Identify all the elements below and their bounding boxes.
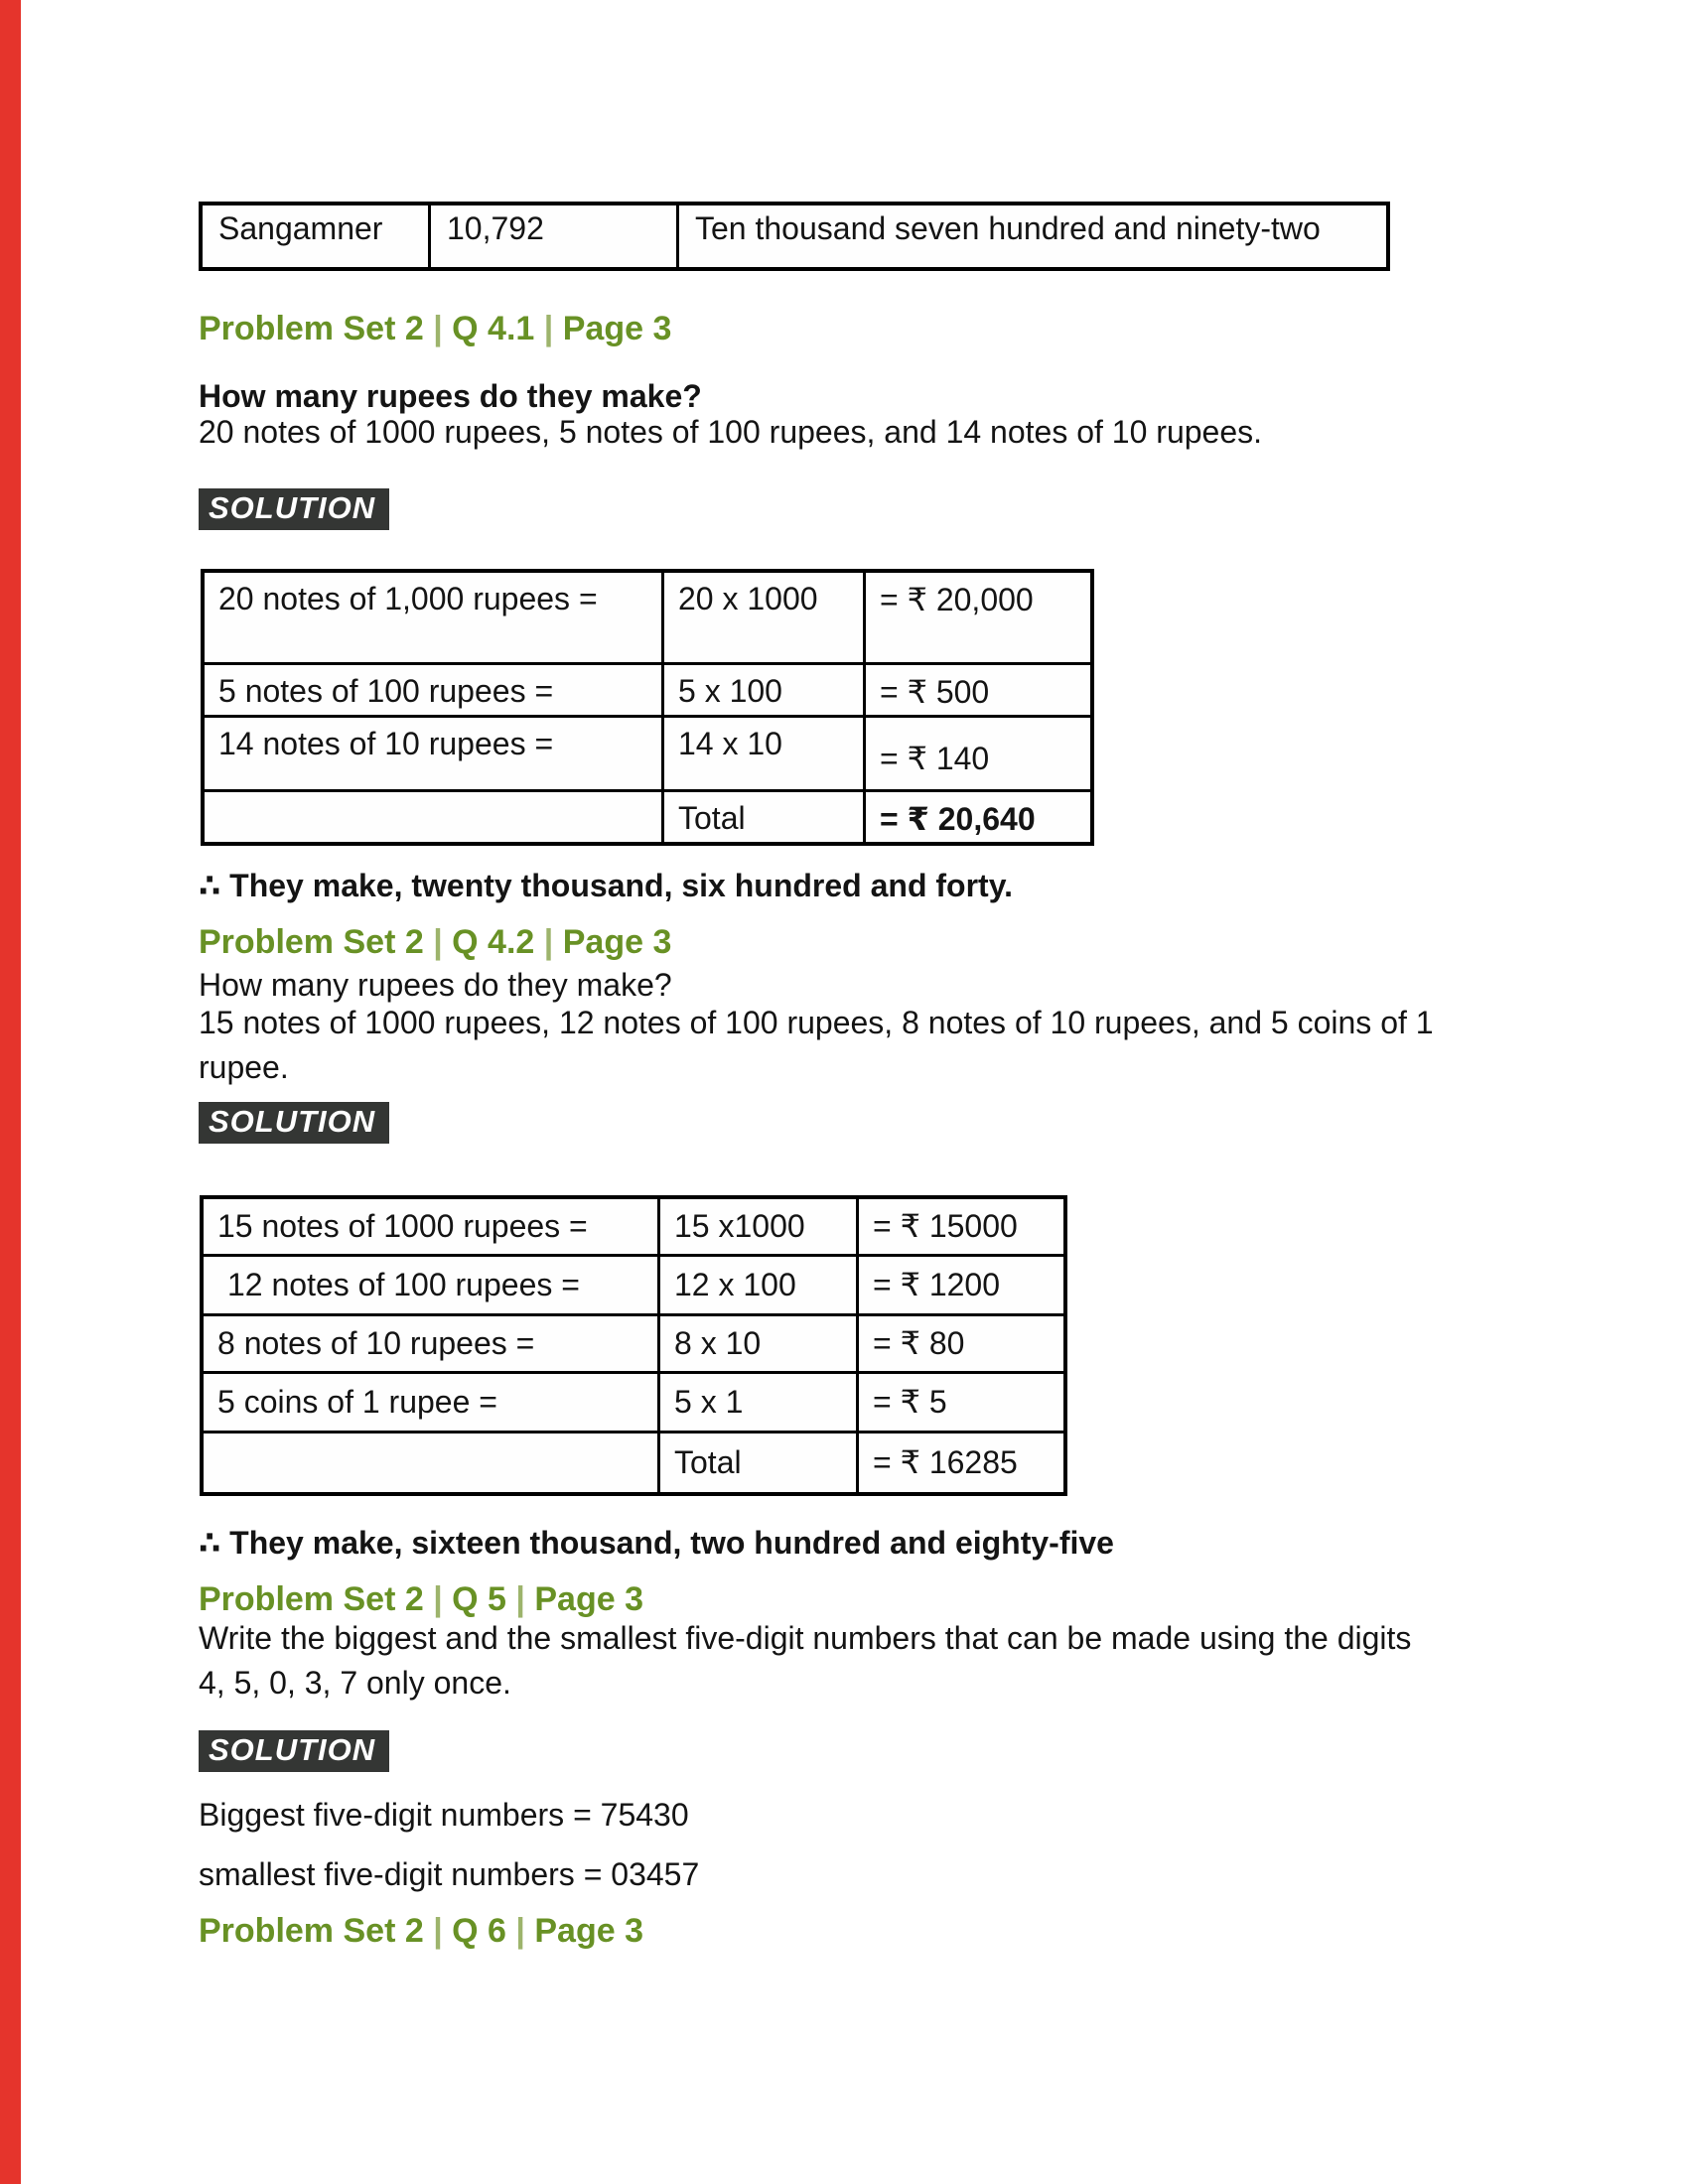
question-q5-detail <box>199 1616 1411 1706</box>
solution-badge-q5: SOLUTION <box>199 1730 389 1772</box>
table-row <box>203 716 1092 790</box>
table-cell: 15 x1000 <box>659 1197 858 1255</box>
question-q41-title: How many rupees do they make? <box>199 378 702 414</box>
table-cell: Total <box>659 1432 858 1494</box>
question-q41-detail: 20 notes of 1000 rupees, 5 notes of 100 rupees, and 14 notes of 10 rupees. <box>199 414 1263 450</box>
conclusion-q41: ∴ They make, twenty thousand, six hundred and forty. <box>199 868 1014 903</box>
table-cell: 15 notes of 1000 rupees = <box>202 1197 659 1255</box>
heading-pipe-separator: | <box>423 923 453 961</box>
table-cell: = ₹ 500 <box>865 663 1093 716</box>
table-cell: 5 x 1 <box>659 1372 858 1432</box>
problem-set-heading-q5: Problem Set 2 | Q 5 | Page 3 <box>199 1580 643 1618</box>
table-cell: = ₹ 16285 <box>858 1432 1066 1494</box>
table-cell: = ₹ 15000 <box>858 1197 1066 1255</box>
table-cell: = ₹ 20,000 <box>865 571 1093 663</box>
table-cell: 8 x 10 <box>659 1314 858 1372</box>
heading-pipe-separator: | <box>423 1912 453 1950</box>
heading-pipe-separator: | <box>534 310 563 347</box>
table-cell: 20 notes of 1,000 rupees = <box>203 571 663 663</box>
table-cell <box>202 1432 659 1494</box>
problem-set-heading-q42: Problem Set 2 | Q 4.2 | Page 3 <box>199 923 672 961</box>
problem-set-heading-q41: Problem Set 2 | Q 4.1 | Page 3 <box>199 310 672 347</box>
solution-badge-q42: SOLUTION <box>199 1102 389 1144</box>
table-row <box>203 790 1092 844</box>
solution-badge-q41: SOLUTION <box>199 488 389 530</box>
heading-pipe-separator: | <box>423 310 453 347</box>
table-cell: 8 notes of 10 rupees = <box>202 1314 659 1372</box>
table-row <box>203 571 1092 663</box>
table-row <box>201 204 1388 269</box>
table-cell: 12 notes of 100 rupees = <box>202 1255 659 1314</box>
problem-set-heading-q6: Problem Set 2 | Q 6 | Page 3 <box>199 1912 643 1950</box>
number-names-table <box>199 202 1390 271</box>
table-cell: = ₹ 20,640 <box>865 790 1093 844</box>
heading-pipe-separator: | <box>534 923 563 961</box>
table-cell: = ₹ 80 <box>858 1314 1066 1372</box>
table-row <box>202 1255 1065 1314</box>
table-cell: 20 x 1000 <box>663 571 865 663</box>
heading-pipe-separator: | <box>505 1912 535 1950</box>
solution-table-q42 <box>200 1195 1067 1496</box>
table-cell: 5 coins of 1 rupee = <box>202 1372 659 1432</box>
table-cell: 14 x 10 <box>663 716 865 790</box>
table-row <box>202 1372 1065 1432</box>
question-q42-title: How many rupees do they make? <box>199 967 672 1003</box>
table-cell: Total <box>663 790 865 844</box>
answer-biggest-number: Biggest five-digit numbers = 75430 <box>199 1797 689 1833</box>
conclusion-q42: ∴ They make, sixteen thousand, two hundred and eighty-five <box>199 1525 1114 1561</box>
question-q42-detail-line2: rupee. <box>199 1049 289 1085</box>
answer-smallest-number: smallest five-digit numbers = 03457 <box>199 1856 700 1892</box>
table-cell: 10,792 <box>430 204 678 269</box>
table-cell: = ₹ 140 <box>865 716 1093 790</box>
heading-pipe-separator: | <box>423 1580 453 1618</box>
table-cell: = ₹ 1200 <box>858 1255 1066 1314</box>
question-q5-detail-line2: 4, 5, 0, 3, 7 only once. <box>199 1665 511 1701</box>
table-cell: 12 x 100 <box>659 1255 858 1314</box>
solution-table-q41 <box>201 569 1094 846</box>
table-row <box>202 1314 1065 1372</box>
question-q42-detail <box>199 1001 1434 1090</box>
table-cell: 5 notes of 100 rupees = <box>203 663 663 716</box>
table-row <box>203 663 1092 716</box>
question-q42-detail-line1: 15 notes of 1000 rupees, 12 notes of 100 rupees, 8 notes of 10 rupees, and 5 coins of 1 <box>199 1005 1434 1040</box>
table-cell: 5 x 100 <box>663 663 865 716</box>
table-cell: Ten thousand seven hundred and ninety-two <box>678 204 1389 269</box>
question-q5-detail-line1: Write the biggest and the smallest five-digit numbers that can be made using the digits <box>199 1620 1412 1656</box>
table-cell: 14 notes of 10 rupees = <box>203 716 663 790</box>
page-edge-bar <box>0 0 21 2184</box>
table-row <box>202 1197 1065 1255</box>
heading-pipe-separator: | <box>505 1580 535 1618</box>
table-cell <box>203 790 663 844</box>
table-row <box>202 1432 1065 1494</box>
table-cell: = ₹ 5 <box>858 1372 1066 1432</box>
table-cell: Sangamner <box>201 204 430 269</box>
